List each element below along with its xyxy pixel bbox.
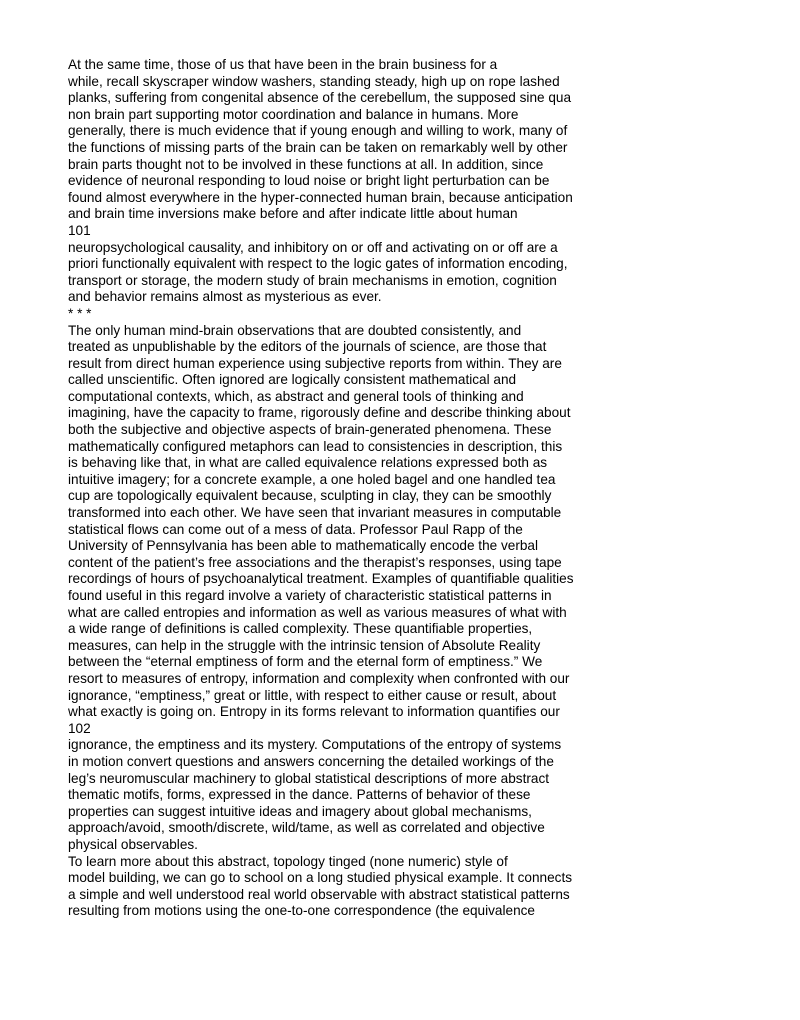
text-line: approach/avoid, smooth/discrete, wild/tame, as well as correlated and objective <box>68 820 545 836</box>
text-line: ignorance, “emptiness,” great or little, with respect to either cause or result, about <box>68 687 557 703</box>
text-line: measures, can help in the struggle with the intrinsic tension of Absolute Reality <box>68 637 541 653</box>
text-line: between the “eternal emptiness of form and the eternal form of emptiness.” We <box>68 654 543 670</box>
text-line: what are called entropies and information as well as various measures of what with <box>68 604 567 620</box>
text-line: properties can suggest intuitive ideas and imagery about global mechanisms, <box>68 803 532 819</box>
text-line: intuitive imagery; for a concrete example, a one holed bagel and one handled tea <box>68 471 556 487</box>
text-line: result from direct human experience using subjective reports from within. They are <box>68 355 562 371</box>
page-number: 102 <box>68 720 91 736</box>
text-line: recordings of hours of psychoanalytical treatment. Examples of quantifiable qualities <box>68 571 574 587</box>
text-line: generally, there is much evidence that if young enough and willing to work, many of <box>68 123 568 139</box>
text-line: what exactly is going on. Entropy in its forms relevant to information quantifies our <box>68 704 560 720</box>
text-line: treated as unpublishable by the editors of the journals of science, are those that <box>68 339 547 355</box>
text-line: is behaving like that, in what are called equivalence relations expressed both as <box>68 455 548 471</box>
text-line: computational contexts, which, as abstract and general tools of thinking and <box>68 388 524 404</box>
text-line: evidence of neuronal responding to loud noise or bright light perturbation can be <box>68 173 550 189</box>
text-line: To learn more about this abstract, topology tinged (none numeric) style of <box>68 853 508 869</box>
text-line: found almost everywhere in the hyper-connected human brain, because anticipation <box>68 189 573 205</box>
text-line: physical observables. <box>68 836 198 852</box>
section-separator: * * * <box>68 305 92 321</box>
text-line: non brain part supporting motor coordination and balance in humans. More <box>68 106 519 122</box>
text-line: the functions of missing parts of the brain can be taken on remarkably well by other <box>68 139 568 155</box>
text-line: both the subjective and objective aspects of brain-generated phenomena. These <box>68 422 552 438</box>
text-line: leg’s neuromuscular machinery to global statistical descriptions of more abstract <box>68 770 550 786</box>
text-line: in motion convert questions and answers concerning the detailed workings of the <box>68 753 554 769</box>
text-line: content of the patient’s free associations and the therapist’s responses, using tape <box>68 554 562 570</box>
text-line: ignorance, the emptiness and its mystery. Computations of the entropy of systems <box>68 737 562 753</box>
text-line: model building, we can go to school on a long studied physical example. It connects <box>68 870 573 886</box>
text-line: cup are topologically equivalent because, sculpting in clay, they can be smoothly <box>68 488 552 504</box>
text-line: imagining, have the capacity to frame, rigorously define and describe thinking about <box>68 405 571 421</box>
text-line: University of Pennsylvania has been able to mathematically encode the verbal <box>68 538 539 554</box>
text-line: resulting from motions using the one-to-one correspondence (the equivalence <box>68 903 535 919</box>
text-line: and behavior remains almost as mysterious as ever. <box>68 289 382 305</box>
text-line: priori functionally equivalent with respect to the logic gates of information encoding, <box>68 256 568 272</box>
document-page <box>68 57 768 920</box>
text-line: transport or storage, the modern study of brain mechanisms in emotion, cognition <box>68 272 557 288</box>
text-line: planks, suffering from congenital absence of the cerebellum, the supposed sine qua <box>68 90 572 106</box>
text-line: brain parts thought not to be involved in these functions at all. In addition, since <box>68 156 544 172</box>
text-line: and brain time inversions make before and after indicate little about human <box>68 206 518 222</box>
page-number: 101 <box>68 222 91 238</box>
text-line: mathematically configured metaphors can lead to consistencies in description, this <box>68 438 563 454</box>
text-line: At the same time, those of us that have been in the brain business for a <box>68 57 498 72</box>
text-line: thematic motifs, forms, expressed in the dance. Patterns of behavior of these <box>68 787 531 803</box>
text-line: a simple and well understood real world observable with abstract statistical patterns <box>68 886 570 902</box>
text-line: resort to measures of entropy, information and complexity when confronted with our <box>68 670 570 686</box>
text-line: neuropsychological causality, and inhibitory on or off and activating on or off are a <box>68 239 558 255</box>
text-line: while, recall skyscraper window washers, standing steady, high up on rope lashed <box>68 73 560 89</box>
text-line: The only human mind-brain observations that are doubted consistently, and <box>68 322 522 338</box>
text-line: transformed into each other. We have seen that invariant measures in computable <box>68 505 562 521</box>
text-line: statistical flows can come out of a mess of data. Professor Paul Rapp of the <box>68 521 523 537</box>
text-line: found useful in this regard involve a variety of characteristic statistical patterns in <box>68 588 552 603</box>
text-line: called unscientific. Often ignored are logically consistent mathematical and <box>68 372 517 388</box>
text-line: a wide range of definitions is called complexity. These quantifiable properties, <box>68 621 533 637</box>
